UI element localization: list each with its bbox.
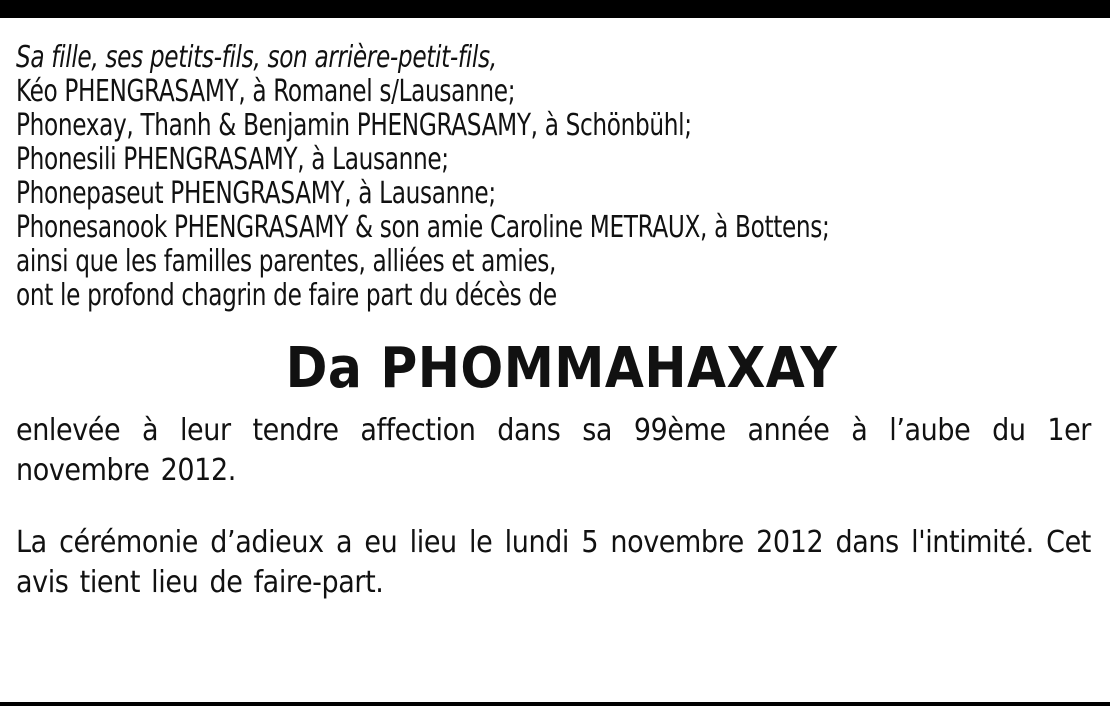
family-line: Phonesanook PHENGRASAMY & son amie Caroline METRAUX, à Bottens; <box>16 210 830 245</box>
obituary-notice <box>16 41 1091 603</box>
family-intro-line: Sa fille, ses petits-fils, son arrière-petit-fils, <box>16 40 497 75</box>
family-line: Phonepaseut PHENGRASAMY, à Lausanne; <box>16 176 496 211</box>
family-line: Kéo PHENGRASAMY, à Romanel s/Lausanne; <box>16 74 516 109</box>
family-line: ainsi que les familles parentes, alliées et amies, <box>16 244 557 279</box>
announcement-line: ont le profond chagrin de faire part du décès de <box>16 278 557 313</box>
passing-paragraph: enlevée à leur tendre affection dans sa 99ème année à l’aube du 1er novembre 2012. <box>16 413 1091 488</box>
family-line: Phonexay, Thanh & Benjamin PHENGRASAMY, à Schönbühl; <box>16 108 692 143</box>
top-rule <box>0 0 1110 18</box>
deceased-name: Da PHOMMAHAXAY <box>285 336 838 401</box>
ceremony-paragraph: La cérémonie d’adieux a eu lieu le lundi 5 novembre 2012 dans l'intimité. Cet avis tient lieu de faire-part. <box>16 525 1091 600</box>
family-line: Phonesili PHENGRASAMY, à Lausanne; <box>16 142 449 177</box>
bottom-rule <box>0 702 1110 706</box>
